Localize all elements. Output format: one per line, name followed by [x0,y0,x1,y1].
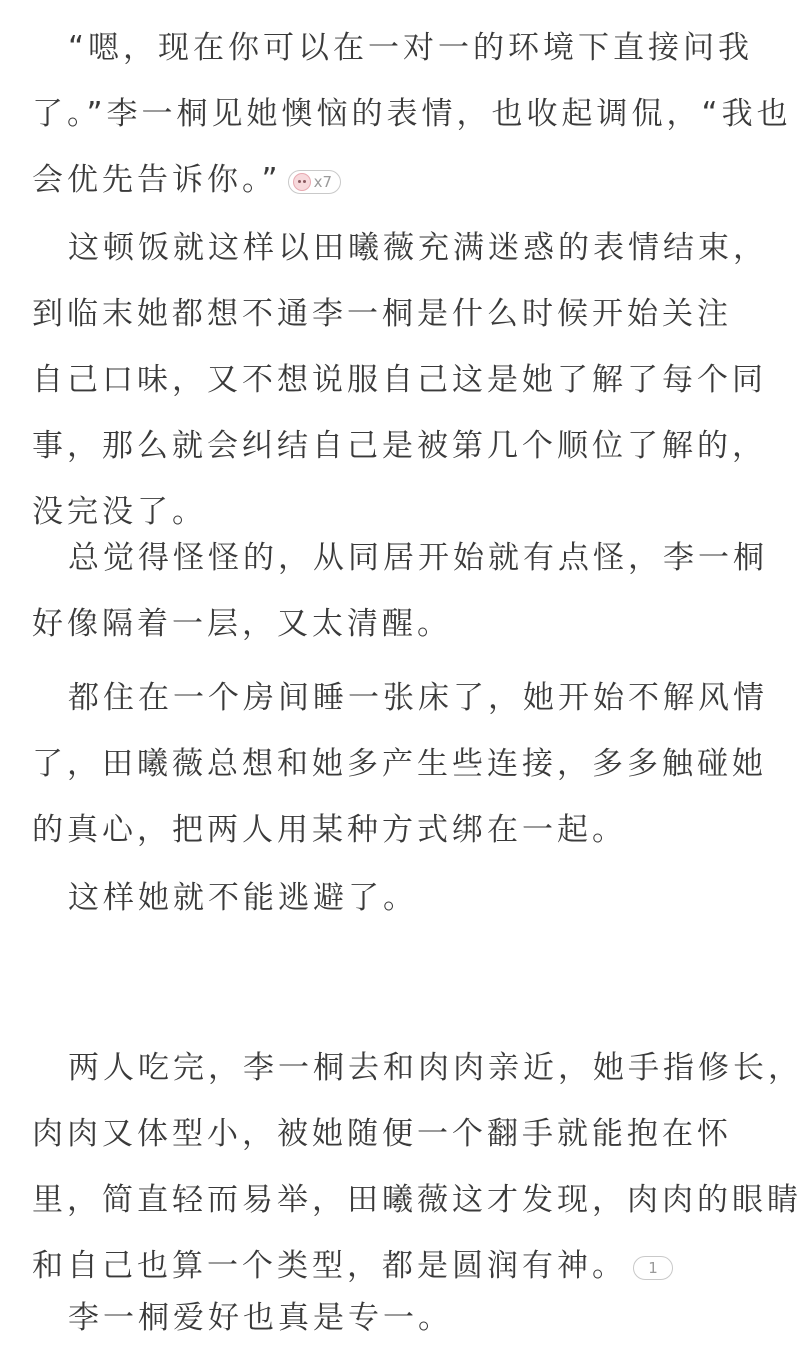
paragraph [32,525,768,657]
text-line-with-comment [32,147,692,213]
text-line: 和自己也算一个类型，都是圆润有神。 [32,1248,627,1284]
text-line: 事，那么就会纠结自己是被第几个顺位了解的， [32,428,767,464]
text-line: 两人吃完，李一桐去和肉肉亲近，她手指修长， [68,1050,803,1086]
paragraph [32,665,768,863]
text-line: 没完没了。 [32,494,207,530]
comment-bubble[interactable] [288,170,341,194]
text-line: 总觉得怪怪的，从同居开始就有点怪，李一桐 [68,540,768,576]
emoji-face-icon [293,173,311,191]
paragraph [32,15,792,213]
comment-bubble[interactable] [633,1256,673,1280]
comment-count: 1 [648,1258,658,1277]
text-line: 里，简直轻而易举，田曦薇这才发现，肉肉的眼睛 [32,1182,802,1218]
text-line: 的真心，把两人用某种方式绑在一起。 [32,812,627,848]
text-line: “嗯，现在你可以在一对一的环境下直接问我 [68,30,754,66]
text-line: 李一桐爱好也真是专一。 [68,1300,453,1336]
paragraph [32,1285,692,1351]
text-line: 了，田曦薇总想和她多产生些连接，多多触碰她 [32,746,767,782]
text-line: 自己口味，又不想说服自己这是她了解了每个同 [32,362,767,398]
text-line: 肉肉又体型小，被她随便一个翻手就能抱在怀 [32,1116,732,1152]
text-line: 到临末她都想不通李一桐是什么时候开始关注 [32,296,732,332]
text-line: 这顿饭就这样以田曦薇充满迷惑的表情结束， [68,230,768,266]
text-line: 会优先告诉你。” [32,162,282,198]
paragraph [32,865,692,931]
text-line: 了。”李一桐见她懊恼的表情，也收起调侃，“我也 [32,96,792,132]
paragraph [32,1035,803,1299]
text-line: 这样她就不能逃避了。 [68,880,418,916]
comment-count: x7 [313,172,332,191]
text-line: 都住在一个房间睡一张床了，她开始不解风情 [68,680,768,716]
paragraph [32,215,768,545]
text-line: 好像隔着一层，又太清醒。 [32,606,452,642]
